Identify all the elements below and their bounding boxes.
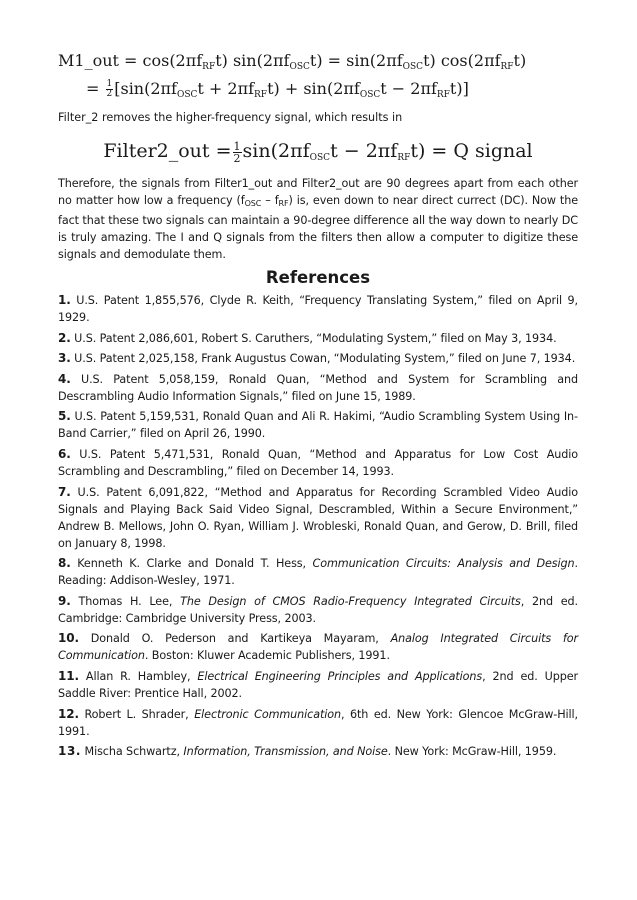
- reference-number: 7.: [58, 484, 71, 499]
- reference-text: Allan R. Hambley,: [78, 669, 198, 683]
- reference-tail: . Reading: Addison-Wesley, 1971.: [58, 557, 578, 588]
- reference-text: Donald O. Pederson and Kartikeya Mayaram,: [78, 632, 391, 646]
- reference-number: 1.: [58, 293, 71, 307]
- references-heading: References: [265, 268, 371, 287]
- reference-number: 11.: [58, 668, 79, 683]
- equation-filter2-out: Filter2_out = $\frac{1}{2}$ $\sin(2\pi f_{OSC}t - 2\pi f_{RF}t) = Q$ signal: [103, 139, 533, 165]
- fraction-half: $\frac{1}{2}$: [233, 139, 241, 165]
- reference-text: Mischa Schwartz,: [81, 745, 184, 759]
- reference-text: Robert L. Shrader,: [78, 707, 195, 721]
- reference-item: [58, 350, 578, 367]
- document-page: [58, 50, 578, 764]
- reference-title: Analog Integrated Circuits for Communication: [58, 632, 578, 663]
- reference-text: U.S. Patent 5,471,531, Ronald Quan, “Method and Apparatus for Low Cost Audio Scrambling and Descrambling,” filed on December 14, 1993.: [58, 447, 578, 478]
- reference-item: [58, 408, 578, 442]
- reference-text: U.S. Patent 6,091,822, “Method and Apparatus for Recording Scrambled Video Audio Signals and Playing Back Said Video Signal, Descrambled, Within a Secure Environment,” Andrew B. Mellows, John O. Ryan, William J. Wrobleski, Ronald Quan, and Gerow, D. Brill, filed on January 8, 1998.: [58, 485, 578, 550]
- reference-item: [58, 292, 578, 326]
- reference-tail: . Boston: Kluwer Academic Publishers, 1991.: [144, 649, 390, 663]
- reference-number: 5.: [58, 409, 71, 424]
- reference-number: 12.: [58, 706, 79, 721]
- reference-item: [58, 706, 578, 740]
- references-list: [58, 292, 578, 760]
- reference-tail: , 6th ed. New York: Glencoe McGraw-Hill, 1991.: [58, 707, 578, 738]
- reference-item: [58, 484, 578, 552]
- reference-text: Thomas H. Lee,: [70, 594, 181, 608]
- reference-text: Kenneth K. Clarke and Donald T. Hess,: [70, 557, 313, 571]
- reference-tail: . New York: McGraw-Hill, 1959.: [387, 745, 557, 759]
- reference-text: U.S. Patent 5,159,531, Ronald Quan and Ali R. Hakimi, “Audio Scrambling System Using In-Band Carrier,” filed on April 26, 1990.: [58, 410, 578, 441]
- reference-number: 4.: [58, 371, 71, 386]
- reference-number: 9.: [58, 593, 71, 608]
- reference-number: 13.: [58, 744, 82, 759]
- reference-item: [58, 371, 578, 405]
- fraction-half: $\frac{1}{2}$: [106, 79, 113, 99]
- reference-number: 8.: [58, 556, 71, 571]
- reference-text: U.S. Patent 1,855,576, Clyde R. Keith, “Frequency Translating System,” filed on April 9, 1929.: [58, 294, 578, 324]
- reference-item: [58, 555, 578, 589]
- reference-item: [58, 743, 578, 760]
- reference-tail: , 2nd ed. Cambridge: Cambridge University Press, 2003.: [58, 594, 578, 625]
- reference-title: The Design of CMOS Radio-Frequency Integrated Circuits: [180, 594, 521, 608]
- reference-number: 2.: [58, 330, 71, 345]
- reference-item: [58, 330, 578, 347]
- reference-title: Electronic Communication: [194, 707, 341, 721]
- reference-item: [58, 668, 578, 702]
- equation-m1-expanded: = $\frac{1}{2}$ $[\sin(2\pi f_{OSC}t + 2\pi f_{RF}t) + \sin(2\pi f_{OSC}t - 2\pi f_{RF}t)]$: [86, 79, 469, 100]
- reference-number: 3.: [58, 351, 71, 366]
- reference-text: U.S. Patent 2,086,601, Robert S. Caruthers, “Modulating System,” filed on May 3, 1934.: [70, 331, 557, 345]
- reference-title: Electrical Engineering Principles and Applications: [197, 669, 483, 683]
- body-paragraph: Therefore, the signals from Filter1_out and Filter2_out are 90 degrees apart from each other no matter how low a frequency (fOSC – fRF) is, even down to near direct currect (DC). Now the fact that these two signals can maintain a 90-degree difference all the way down to nearly DC is truly amazing. The I and Q signals from the filters then allow a computer to digitize these signals and demodulate them.: [58, 177, 578, 261]
- reference-tail: , 2nd ed. Upper Saddle River: Prentice Hall, 2002.: [58, 669, 578, 700]
- equation-caption: Filter_2 removes the higher-frequency signal, which results in: [58, 111, 403, 124]
- reference-item: [58, 446, 578, 480]
- reference-item: [58, 630, 578, 664]
- equation-m1-out: M1_out = $\cos(2\pi f_{RF}t) \sin(2\pi f_{OSC}t) = \sin(2\pi f_{OSC}t)$ $\cos(2\pi f_{RF}t)$: [58, 51, 527, 72]
- reference-title: Communication Circuits: Analysis and Design: [312, 557, 575, 571]
- reference-text: U.S. Patent 2,025,158, Frank Augustus Cowan, “Modulating System,” filed on June 7, 1934.: [70, 352, 576, 366]
- reference-title: Information, Transmission, and Noise: [183, 745, 388, 759]
- reference-number: 6.: [58, 446, 71, 461]
- reference-item: [58, 593, 578, 627]
- reference-text: U.S. Patent 5,058,159, Ronald Quan, “Method and System for Scrambling and Descrambling Audio Information Signals,” filed on June 15, 1989.: [58, 372, 578, 403]
- reference-number: 10.: [58, 631, 79, 646]
